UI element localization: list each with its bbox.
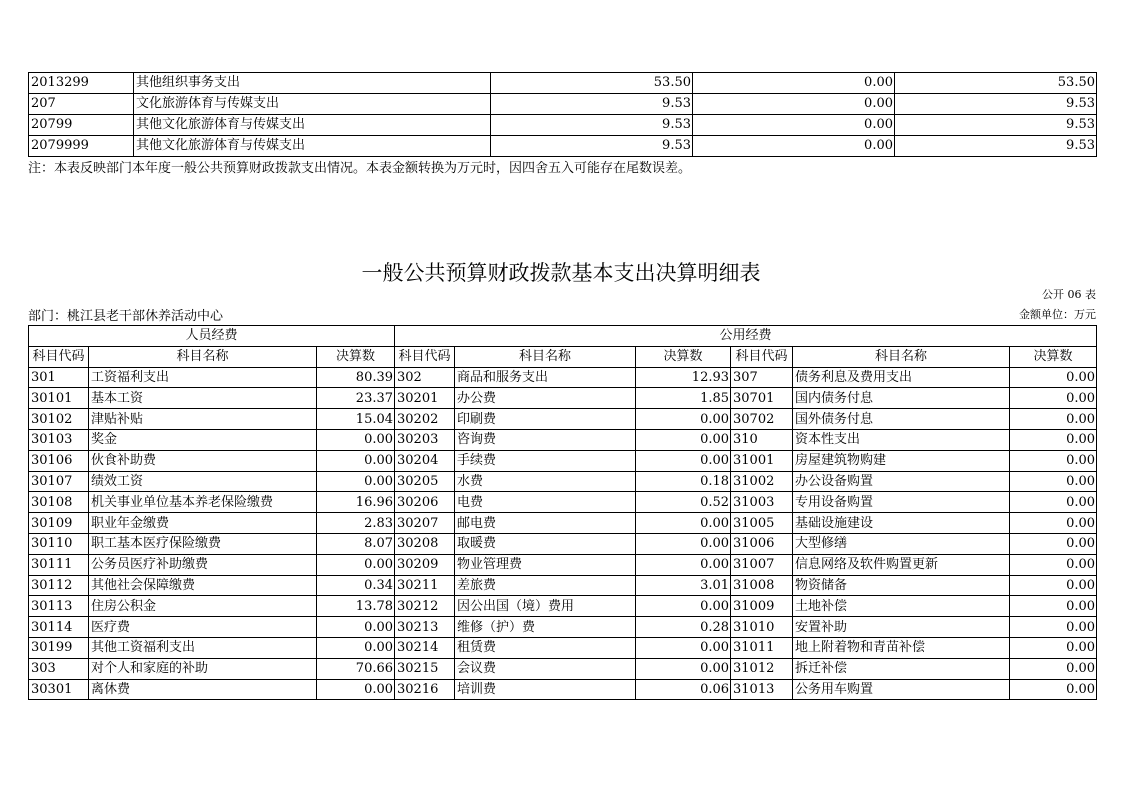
total-cell: 9.53: [491, 136, 693, 157]
name-cell: 物业管理费: [455, 554, 636, 575]
amount-cell: 0.00: [317, 429, 395, 450]
amount-cell: 0.00: [1010, 658, 1097, 679]
amount-cell: 0.00: [1010, 533, 1097, 554]
name-cell: 物资储备: [793, 575, 1010, 596]
code-cell: 20799: [29, 115, 134, 136]
amount-cell: 0.00: [1010, 471, 1097, 492]
code-cell: 31008: [731, 575, 793, 596]
name-cell: 基本工资: [89, 388, 317, 409]
basic-cell: 0.00: [693, 115, 895, 136]
code-cell: 30199: [29, 637, 89, 658]
amount-cell: 0.00: [1010, 429, 1097, 450]
amount-cell: 13.78: [317, 596, 395, 617]
amount-cell: 16.96: [317, 492, 395, 513]
col-amount-header: 决算数: [636, 346, 731, 367]
col-code-header: 科目代码: [29, 346, 89, 367]
page-title: 一般公共预算财政拨款基本支出决算明细表: [361, 261, 761, 285]
basic-cell: 0.00: [693, 73, 895, 94]
code-cell: 30702: [731, 409, 793, 430]
name-cell: 医疗费: [89, 617, 317, 638]
name-cell: 津贴补贴: [89, 409, 317, 430]
name-cell: 奖金: [89, 429, 317, 450]
group-header-row: [29, 326, 1097, 347]
table-row: [29, 575, 1097, 596]
name-cell: 其他社会保障缴费: [89, 575, 317, 596]
code-cell: 31013: [731, 679, 793, 700]
table-row: [29, 136, 1097, 157]
code-cell: 302: [395, 367, 455, 388]
code-cell: 30201: [395, 388, 455, 409]
code-cell: 30202: [395, 409, 455, 430]
name-cell: 信息网络及软件购置更新: [793, 554, 1010, 575]
code-cell: 30112: [29, 575, 89, 596]
code-cell: 30106: [29, 450, 89, 471]
group-public-header: 公用经费: [395, 326, 1097, 347]
amount-cell: 2.83: [317, 513, 395, 534]
name-cell: 房屋建筑物购建: [793, 450, 1010, 471]
amount-cell: 15.04: [317, 409, 395, 430]
basic-expenditure-detail-table: [28, 325, 1097, 700]
department-label: 部门：桃江县老干部休养活动中心: [28, 309, 224, 324]
amount-cell: 0.00: [636, 554, 731, 575]
amount-cell: 0.00: [317, 471, 395, 492]
amount-cell: 80.39: [317, 367, 395, 388]
project-cell: 9.53: [895, 115, 1097, 136]
name-cell: 办公费: [455, 388, 636, 409]
code-cell: 2079999: [29, 136, 134, 157]
col-amount-header: 决算数: [1010, 346, 1097, 367]
project-cell: 9.53: [895, 136, 1097, 157]
code-cell: 207: [29, 94, 134, 115]
code-cell: 30205: [395, 471, 455, 492]
amount-cell: 0.06: [636, 679, 731, 700]
name-cell: 拆迁补偿: [793, 658, 1010, 679]
name-cell: 国内债务付息: [793, 388, 1010, 409]
code-cell: 31003: [731, 492, 793, 513]
amount-cell: 0.00: [1010, 679, 1097, 700]
amount-cell: 0.00: [317, 450, 395, 471]
amount-cell: 0.00: [636, 658, 731, 679]
code-cell: 30212: [395, 596, 455, 617]
name-cell: 安置补助: [793, 617, 1010, 638]
amount-cell: 8.07: [317, 533, 395, 554]
amount-cell: 0.00: [636, 409, 731, 430]
amount-cell: 0.00: [1010, 409, 1097, 430]
amount-cell: 0.28: [636, 617, 731, 638]
total-cell: 9.53: [491, 115, 693, 136]
col-name-header: 科目名称: [89, 346, 317, 367]
table-row: [29, 471, 1097, 492]
basic-cell: 0.00: [693, 94, 895, 115]
code-cell: 31006: [731, 533, 793, 554]
code-cell: 30209: [395, 554, 455, 575]
project-cell: 9.53: [895, 94, 1097, 115]
amount-cell: 0.52: [636, 492, 731, 513]
amount-cell: 0.00: [636, 513, 731, 534]
table-row: [29, 450, 1097, 471]
code-cell: 31009: [731, 596, 793, 617]
code-cell: 303: [29, 658, 89, 679]
amount-cell: 0.00: [636, 450, 731, 471]
name-cell: 离休费: [89, 679, 317, 700]
code-cell: 31001: [731, 450, 793, 471]
code-cell: 30110: [29, 533, 89, 554]
col-amount-header: 决算数: [317, 346, 395, 367]
name-cell: 其他文化旅游体育与传媒支出: [134, 136, 491, 157]
code-cell: 30213: [395, 617, 455, 638]
amount-cell: 0.00: [1010, 513, 1097, 534]
name-cell: 维修（护）费: [455, 617, 636, 638]
code-cell: 30215: [395, 658, 455, 679]
amount-cell: 3.01: [636, 575, 731, 596]
name-cell: 印刷费: [455, 409, 636, 430]
table-row: [29, 492, 1097, 513]
name-cell: 公务员医疗补助缴费: [89, 554, 317, 575]
table-row: [29, 367, 1097, 388]
amount-cell: 0.00: [317, 637, 395, 658]
name-cell: 邮电费: [455, 513, 636, 534]
code-cell: 30214: [395, 637, 455, 658]
code-cell: 31012: [731, 658, 793, 679]
name-cell: 文化旅游体育与传媒支出: [134, 94, 491, 115]
name-cell: 办公设备购置: [793, 471, 1010, 492]
amount-cell: 0.00: [317, 617, 395, 638]
group-personnel-header: 人员经费: [29, 326, 395, 347]
table-note: 注：本表反映部门本年度一般公共预算财政拨款支出情况。本表金额转换为万元时，因四舍五入可能存在尾数误差。: [28, 161, 692, 176]
name-cell: 租赁费: [455, 637, 636, 658]
code-cell: 30207: [395, 513, 455, 534]
table-row: [29, 679, 1097, 700]
name-cell: 机关事业单位基本养老保险缴费: [89, 492, 317, 513]
amount-cell: 0.34: [317, 575, 395, 596]
table-row: [29, 554, 1097, 575]
name-cell: 伙食补助费: [89, 450, 317, 471]
code-cell: 30216: [395, 679, 455, 700]
name-cell: 咨询费: [455, 429, 636, 450]
code-cell: 30102: [29, 409, 89, 430]
amount-cell: 0.00: [636, 533, 731, 554]
table-row: [29, 409, 1097, 430]
table-row: [29, 658, 1097, 679]
code-cell: 30111: [29, 554, 89, 575]
code-cell: 31002: [731, 471, 793, 492]
name-cell: 专用设备购置: [793, 492, 1010, 513]
code-cell: 30203: [395, 429, 455, 450]
code-cell: 30208: [395, 533, 455, 554]
code-cell: 310: [731, 429, 793, 450]
amount-cell: 1.85: [636, 388, 731, 409]
col-code-header: 科目代码: [731, 346, 793, 367]
code-cell: 30211: [395, 575, 455, 596]
amount-cell: 0.00: [1010, 367, 1097, 388]
code-cell: 30103: [29, 429, 89, 450]
name-cell: 商品和服务支出: [455, 367, 636, 388]
name-cell: 取暖费: [455, 533, 636, 554]
col-name-header: 科目名称: [455, 346, 636, 367]
name-cell: 土地补偿: [793, 596, 1010, 617]
table-row: [29, 513, 1097, 534]
name-cell: 因公出国（境）费用: [455, 596, 636, 617]
name-cell: 其他组织事务支出: [134, 73, 491, 94]
table-row: [29, 617, 1097, 638]
name-cell: 地上附着物和青苗补偿: [793, 637, 1010, 658]
name-cell: 基础设施建设: [793, 513, 1010, 534]
amount-cell: 23.37: [317, 388, 395, 409]
code-cell: 31007: [731, 554, 793, 575]
code-cell: 31005: [731, 513, 793, 534]
table-row: [29, 533, 1097, 554]
col-name-header: 科目名称: [793, 346, 1010, 367]
name-cell: 绩效工资: [89, 471, 317, 492]
amount-cell: 0.00: [317, 679, 395, 700]
table-row: [29, 637, 1097, 658]
name-cell: 工资福利支出: [89, 367, 317, 388]
amount-cell: 0.00: [1010, 596, 1097, 617]
name-cell: 住房公积金: [89, 596, 317, 617]
amount-cell: 0.00: [636, 596, 731, 617]
code-cell: 30108: [29, 492, 89, 513]
name-cell: 债务利息及费用支出: [793, 367, 1010, 388]
name-cell: 手续费: [455, 450, 636, 471]
table-row: [29, 73, 1097, 94]
name-cell: 水费: [455, 471, 636, 492]
code-cell: 307: [731, 367, 793, 388]
name-cell: 电费: [455, 492, 636, 513]
amount-cell: 0.00: [1010, 554, 1097, 575]
table-row: [29, 596, 1097, 617]
code-cell: 30301: [29, 679, 89, 700]
code-cell: 31010: [731, 617, 793, 638]
total-cell: 9.53: [491, 94, 693, 115]
code-cell: 301: [29, 367, 89, 388]
column-header-row: [29, 346, 1097, 367]
amount-cell: 0.00: [636, 637, 731, 658]
name-cell: 其他工资福利支出: [89, 637, 317, 658]
amount-cell: 0.18: [636, 471, 731, 492]
amount-cell: 12.93: [636, 367, 731, 388]
table-row: [29, 115, 1097, 136]
amount-cell: 0.00: [317, 554, 395, 575]
amount-cell: 0.00: [1010, 492, 1097, 513]
code-cell: 30206: [395, 492, 455, 513]
form-number: 公开 06 表: [1042, 288, 1096, 301]
top-expenditure-table: [28, 72, 1097, 157]
code-cell: 30114: [29, 617, 89, 638]
code-cell: 30113: [29, 596, 89, 617]
name-cell: 培训费: [455, 679, 636, 700]
code-cell: 2013299: [29, 73, 134, 94]
code-cell: 30204: [395, 450, 455, 471]
name-cell: 大型修缮: [793, 533, 1010, 554]
total-cell: 53.50: [491, 73, 693, 94]
amount-cell: 0.00: [1010, 617, 1097, 638]
table-row: [29, 388, 1097, 409]
code-cell: 30101: [29, 388, 89, 409]
amount-cell: 0.00: [1010, 450, 1097, 471]
name-cell: 职业年金缴费: [89, 513, 317, 534]
name-cell: 职工基本医疗保险缴费: [89, 533, 317, 554]
code-cell: 30107: [29, 471, 89, 492]
name-cell: 差旅费: [455, 575, 636, 596]
amount-cell: 0.00: [1010, 575, 1097, 596]
name-cell: 其他文化旅游体育与传媒支出: [134, 115, 491, 136]
name-cell: 对个人和家庭的补助: [89, 658, 317, 679]
col-code-header: 科目代码: [395, 346, 455, 367]
amount-cell: 0.00: [1010, 388, 1097, 409]
amount-cell: 0.00: [636, 429, 731, 450]
basic-cell: 0.00: [693, 136, 895, 157]
table-row: [29, 94, 1097, 115]
code-cell: 31011: [731, 637, 793, 658]
amount-cell: 70.66: [317, 658, 395, 679]
amount-cell: 0.00: [1010, 637, 1097, 658]
code-cell: 30701: [731, 388, 793, 409]
name-cell: 资本性支出: [793, 429, 1010, 450]
amount-unit: 金额单位：万元: [1019, 308, 1096, 321]
table-row: [29, 429, 1097, 450]
code-cell: 30109: [29, 513, 89, 534]
name-cell: 公务用车购置: [793, 679, 1010, 700]
project-cell: 53.50: [895, 73, 1097, 94]
name-cell: 国外债务付息: [793, 409, 1010, 430]
name-cell: 会议费: [455, 658, 636, 679]
